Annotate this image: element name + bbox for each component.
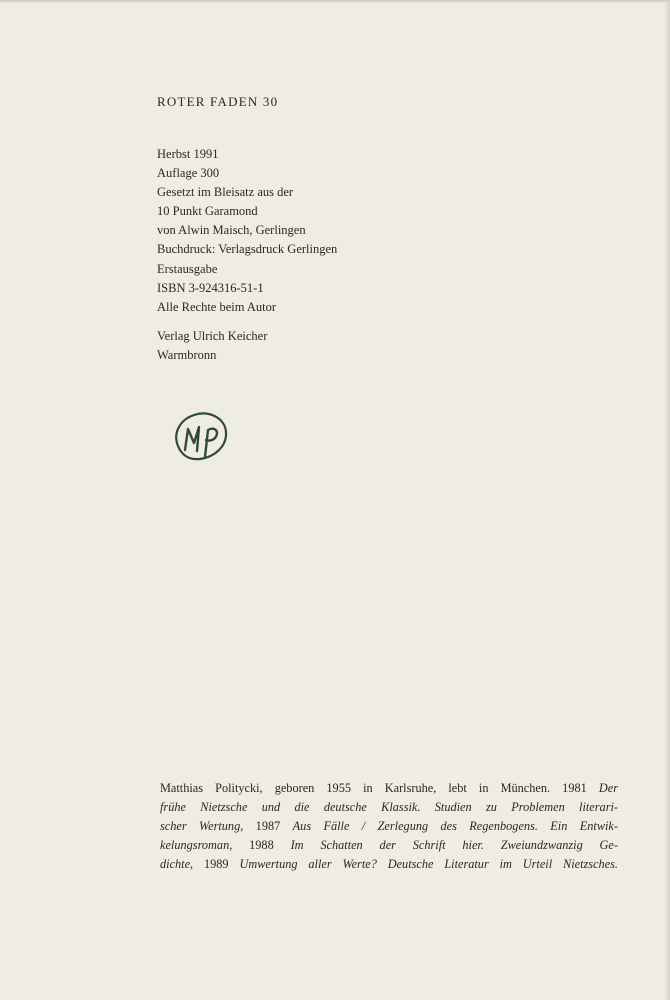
page-right-edge — [664, 0, 670, 1000]
bio-title-text: Umwertung aller Werte? Deutsche Literatur im Urteil Nietzsches. — [239, 857, 618, 871]
bio-line-1 — [160, 779, 618, 798]
author-biography — [160, 779, 618, 874]
author-monogram-stamp — [170, 410, 230, 468]
imprint-line-rights: Alle Rechte beim Autor — [157, 299, 277, 314]
bio-text: 1989 — [193, 857, 240, 871]
bio-line-5 — [160, 855, 618, 874]
bio-text: 1987 — [243, 819, 293, 833]
series-title: ROTER FADEN 30 — [157, 94, 279, 109]
bio-title-text: scher Wertung, — [160, 819, 244, 833]
imprint-line-typesetting: Gesetzt im Bleisatz aus der — [157, 185, 294, 200]
page-top-edge — [0, 0, 670, 3]
publisher-block — [157, 327, 267, 365]
imprint-line-typeface: 10 Punkt Garamond — [157, 204, 258, 219]
bio-text: Matthias Politycki, geboren 1955 in Karlsruhe, lebt in München. 1981 — [160, 781, 599, 795]
imprint-line-isbn: ISBN 3-924316-51-1 — [157, 280, 264, 295]
imprint-line-typesetter: von Alwin Maisch, Gerlingen — [157, 223, 306, 238]
bio-title-text: kelungsroman, — [160, 838, 233, 852]
bio-title-text: Im Schatten der Schrift hier. Zweiundzwanzig Ge- — [290, 838, 618, 852]
publisher-name: Verlag Ulrich Keicher — [157, 329, 268, 343]
imprint-line-season: Herbst 1991 — [157, 147, 219, 161]
publisher-place: Warmbronn — [157, 348, 217, 362]
bio-title-text: Aus Fälle / Zerlegung des Regenbogens. Ein Entwik- — [292, 819, 618, 833]
imprint-line-printer: Buchdruck: Verlagsdruck Gerlingen — [157, 242, 338, 257]
bio-title-text: dichte, — [160, 857, 194, 871]
imprint-line-print-run: Auflage 300 — [157, 166, 220, 181]
imprint-block — [157, 145, 337, 317]
bio-line-3 — [160, 817, 618, 836]
bio-line-2 — [160, 798, 618, 817]
bio-title-text: Der — [598, 781, 618, 795]
bio-text: 1988 — [232, 838, 291, 852]
bio-line-4 — [160, 836, 618, 855]
imprint-line-edition: Erstausgabe — [157, 261, 218, 276]
bio-title-text: frühe Nietzsche und die deutsche Klassik. Studien zu Problemen literari- — [160, 800, 618, 814]
